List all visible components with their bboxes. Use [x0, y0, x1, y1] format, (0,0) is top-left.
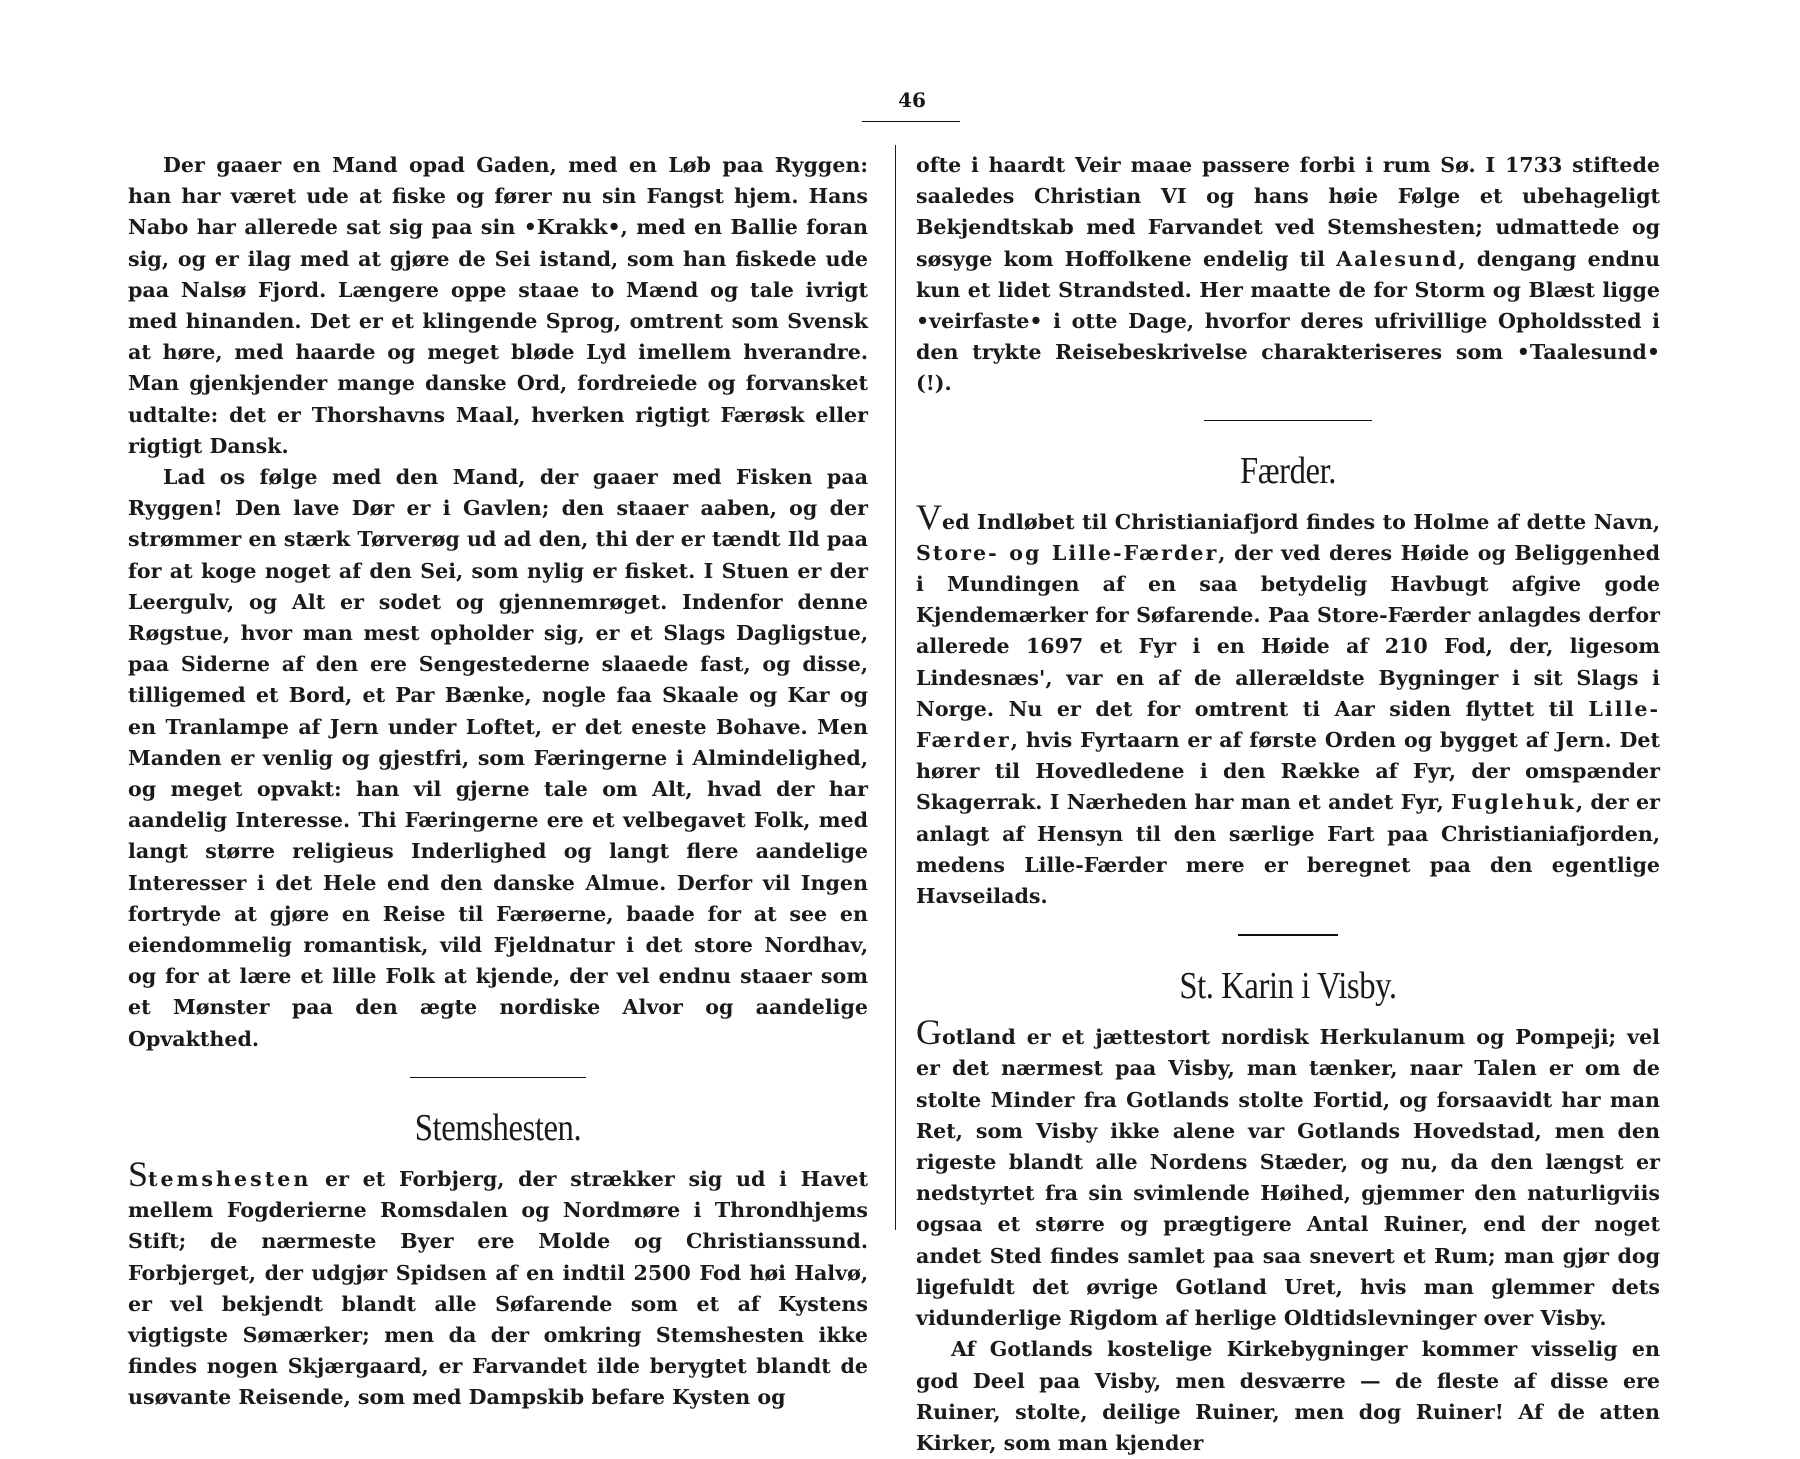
faroe-paragraph-1: Der gaaer en Mand opad Gaden, med en Løb paa Ryggen: han har været ude at fiske og fører nu sin Fangst hjem. Hans Nabo har allerede sat sig paa sin •Krakk•, med en Ballie foran sig, og er ilag med at gjøre de Sei istand, som han fiskede ude paa Nalsø Fjord. Længere oppe staae to Mænd og tale ivrigt med hinanden. Det er et klingende Sprog, omtrent som Svensk at høre, med haarde og meget bløde Lyd imellem hverandre. Man gjenkjender mange danske Ord, fordreiede og forvansket udtalte: det er Thorshavns Maal, hverken rigtigt Færøsk eller rigtigt Dansk.: [128, 153, 868, 458]
karin-paragraph-2: Af Gotlands kostelige Kirkebygninger kommer visselig en god Deel paa Visby, men desværre — de fleste af disse ere Ruiner, stolte, deilige Ruiner, men dog Ruiner! Af de atten Kirker, som man kjender: [916, 1337, 1660, 1455]
faerder-text: , der ved deres Høide og Beliggenhed i Mundingen af en saa betydelig Havbugt afgive gode Kjendemærker for Søfarende. Paa Store-Færder anlagdes derfor allerede 1697 et Fyr i en Høide af 210 Fod, der, ligesom Lindesnæs', var en af de allerældste Bygninger i sit Slags i Norge. Nu er det for omtrent ti Aar siden flyttet til: [916, 540, 1660, 721]
stemshesten-paragraph: [128, 1153, 868, 1414]
continuation-text-end: , dengang endnu kun et lidet Strandsted. Her maatte de for Storm og Blæst ligge •veirfaste• i otte Dage, hvorfor deres ufrivillige Opholdssted i den trykte Reisebeskrivelse charakteriseres som •Taalesund• (!).: [916, 246, 1660, 396]
faerder-dropcap: V: [916, 496, 942, 537]
right-column: [916, 150, 1660, 1459]
stemshesten-dropcap: S: [128, 1153, 149, 1194]
faerder-text: , hvis Fyrtaarn er af første Orden og bygget af Jern. Det hører til Hovedledene i den Række af Fyr, der omspænder Skagerrak. I Nærheden har man et andet Fyr,: [916, 728, 1660, 815]
aalesund-name: Aalesund: [1336, 246, 1459, 271]
store-lille-faerder-name: Store- og Lille-Færder: [916, 540, 1219, 565]
faerder-text: ed Indløbet til Christianiafjord findes to Holme af dette Navn,: [942, 509, 1660, 534]
faroe-paragraph-2: Lad os følge med den Mand, der gaaer med Fisken paa Ryggen! Den lave Dør er i Gavlen; den staaer aaben, og der strømmer en stærk Tørverøg ud ad den, thi der er tændt Ild paa for at koge noget af den Sei, som nylig er fisket. I Stuen er der Leergulv, og Alt er sodet og gjennemrøget. Indenfor denne Røgstue, hvor man mest opholder sig, er et Slags Dagligstue, paa Siderne af den ere Sengestederne slaaede fast, og disse, tilligemed et Bord, et Par Bænke, nogle faa Skaale og Kar og en Tranlampe af Jern under Loftet, er det eneste Bohave. Men Manden er venlig og gjestfri, som Færingerne i Almindelighed, og meget opvakt: han vil gjerne tale om Alt, hvad der har aandelig Interesse. Thi Færingerne ere et velbegavet Folk, med langt større religieus Inderlighed og langt flere aandelige Interesser i det Hele end den danske Almue. Derfor vil Ingen fortryde at gjøre en Reise til Færøerne, baade for at see en eiendommelig romantisk, vild Fjeldnatur i det store Nordhav, og for at lære et lille Folk at kjende, der vel endnu staaer som et Mønster paa den ægte nordiske Alvor og aandelige Opvakthed.: [128, 465, 868, 1051]
lille-faerder-name: Lille-Færder: [916, 696, 1660, 753]
faerder-text: , der er anlagt af Hensyn til den særlige Fart paa Christianiafjorden, medens Lille-Færder mere er beregnet paa den egentlige Havseilads.: [916, 790, 1660, 909]
fuglehuk-name: Fuglehuk: [1451, 790, 1576, 815]
column-divider: [895, 145, 896, 1230]
section-rule: [1238, 934, 1338, 936]
karin-heading: St. Karin i Visby.: [1179, 965, 1397, 1008]
stemshesten-body: er et Forbjerg, der strækker sig ud i Havet mellem Fogderierne Romsdalen og Nordmøre i Throndhjems Stift; de nærmeste Byer ere Molde og Christianssund. Forbjerget, der udgjør Spidsen af en indtil 2500 Fod høi Halvø, er vel bekjendt blandt alle Søfarende som et af Kystens vigtigste Sømærker; men da der omkring Stemshesten ikke findes nogen Skjærgaard, er Farvandet ilde berygtet blandt de usøvante Reisende, som med Dampskib befare Kysten og: [128, 1166, 868, 1410]
karin-paragraph-1: [916, 1012, 1660, 1334]
karin-text: otland er et jættestort nordisk Herkulanum og Pompeji; vel er det nærmest paa Visby, man tænker, naar Talen er om de stolte Minder fra Gotlands stolte Fortid, og forsaavidt har man Ret, som Visby ikke alene var Gotlands Hovedstad, men den rigeste blandt alle Nordens Stæder, og nu, da den længst er nedstyrtet fra sin svimlende Høihed, gjemmer den naturligviis ogsaa et større og prægtigere Antal Ruiner, end der noget andet Sted findes samlet paa saa snevert et Rum; man gjør dog ligefuldt det øvrige Gotland Uret, hvis man glemmer dets vidunderlige Rigdom af herlige Oldtidslevninger over Visby.: [916, 1025, 1660, 1331]
continuation-text: ofte i haardt Veir maae passere forbi i rum Sø. I 1733 stiftede saaledes Christian VI og hans høie Følge et ubehageligt Bekjendtskab med Farvandet ved Stemshesten; udmattede og søsyge kom Hoffolkene endelig til: [916, 153, 1660, 271]
stemshesten-continuation: [916, 150, 1660, 400]
stemshesten-lead: temshesten: [148, 1166, 312, 1191]
left-column: [128, 150, 868, 1414]
section-rule: [410, 1077, 586, 1078]
faerder-heading: Færder.: [1240, 449, 1336, 492]
page-number-rule: [862, 121, 960, 122]
karin-dropcap: G: [916, 1012, 942, 1053]
page-number: 46: [898, 88, 926, 112]
section-rule: [1204, 420, 1372, 421]
faerder-paragraph: [916, 496, 1660, 913]
stemshesten-heading: Stemshesten.: [414, 1106, 582, 1149]
